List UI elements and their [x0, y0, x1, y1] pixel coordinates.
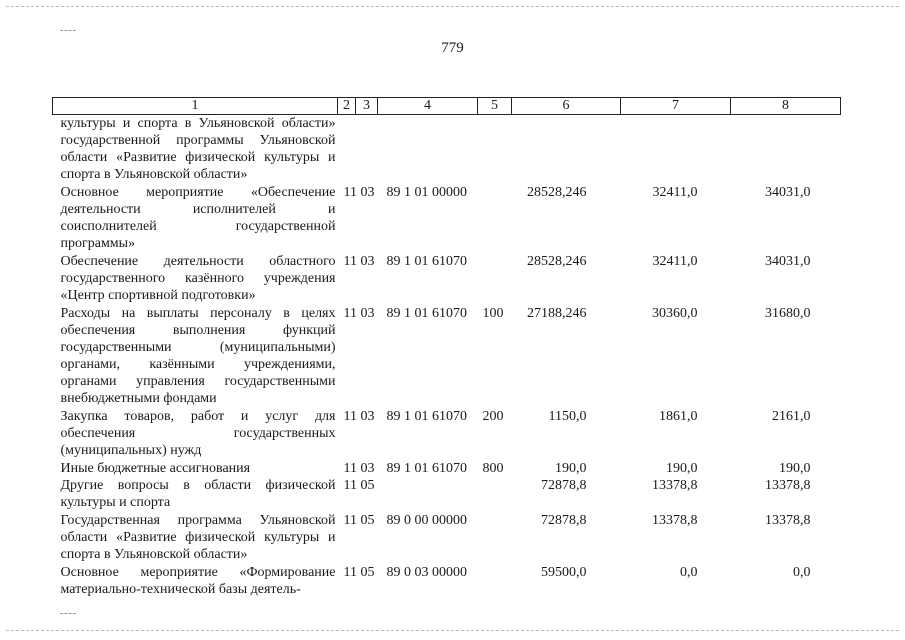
- row-target-code: 89 1 01 61070: [386, 461, 467, 476]
- row-expense-type: [478, 564, 512, 598]
- row-amount-col8: 190,0: [779, 461, 811, 476]
- table-row: [53, 408, 841, 460]
- row-amount-col7: 190,0: [666, 461, 698, 476]
- row-section: 11: [343, 513, 357, 528]
- row-name: Государственная программа Ульяновской области «Развитие физической культуры и спорта в Ульяновской области»: [60, 513, 336, 562]
- table-row: [53, 564, 841, 598]
- row-amount-col7: 32411,0: [652, 254, 698, 269]
- table-row: [53, 477, 841, 512]
- row-amount-col6: 28528,246: [527, 185, 587, 200]
- row-amount-col7: 32411,0: [652, 185, 698, 200]
- table-row: [53, 305, 841, 408]
- table-row: [53, 253, 841, 305]
- scan-mark-top: [60, 30, 76, 31]
- row-name: Основное мероприятие «Обеспечение деятельности исполнителей и соисполнителей государственной программы»: [60, 185, 336, 251]
- header-col-7: 7: [621, 98, 731, 115]
- scan-edge-bottom: [6, 630, 899, 631]
- row-expense-type: [478, 115, 512, 185]
- row-target-code: 89 1 01 61070: [386, 306, 467, 321]
- row-target-code: [378, 477, 478, 512]
- row-target-code: 89 1 01 61070: [386, 409, 467, 424]
- row-subsection: 03: [360, 185, 375, 200]
- table-row: [53, 184, 841, 253]
- row-amount-col8: 2161,0: [772, 409, 811, 424]
- row-amount-col7: [621, 115, 731, 185]
- row-subsection: 03: [360, 461, 375, 476]
- header-col-5: 5: [478, 98, 512, 115]
- row-target-code: 89 0 03 00000: [386, 565, 467, 580]
- table-row: [53, 512, 841, 564]
- table-body: [53, 115, 841, 599]
- header-col-8: 8: [731, 98, 841, 115]
- row-name: Расходы на выплаты персоналу в целях обеспечения выполнения функций государственными (муниципальными) органами, казёнными учреждениями, органами управления государственными внебюджетными фондами: [60, 306, 336, 406]
- row-amount-col8: 13378,8: [765, 478, 811, 493]
- table-row: [53, 460, 841, 477]
- row-amount-col8: 31680,0: [765, 306, 811, 321]
- row-section: 11: [343, 306, 357, 321]
- row-section: 11: [343, 461, 357, 476]
- row-subsection: 03: [360, 306, 375, 321]
- header-col-1: 1: [53, 98, 338, 115]
- header-col-4: 4: [378, 98, 478, 115]
- row-amount-col6: 1150,0: [548, 409, 587, 424]
- row-subsection: 05: [360, 565, 375, 580]
- page-number: 779: [441, 40, 464, 56]
- header-col-3: 3: [356, 98, 378, 115]
- row-amount-col7: 30360,0: [652, 306, 698, 321]
- row-name: Обеспечение деятельности областного государственного казённого учреждения «Центр спортивной подготовки»: [60, 254, 336, 303]
- row-expense-type: [478, 477, 512, 512]
- row-subsection: 05: [360, 478, 375, 493]
- row-amount-col8: 34031,0: [765, 254, 811, 269]
- row-name: Иные бюджетные ассигнования: [60, 461, 251, 476]
- row-amount-col6: 59500,0: [541, 565, 587, 580]
- row-subsection: 03: [360, 409, 375, 424]
- row-amount-col6: 190,0: [555, 461, 587, 476]
- row-target-code: 89 0 00 00000: [386, 513, 467, 528]
- row-amount-col6: 72878,8: [541, 513, 587, 528]
- row-amount-col6: 28528,246: [527, 254, 587, 269]
- row-amount-col6: 27188,246: [527, 306, 587, 321]
- row-amount-col8: 0,0: [793, 565, 811, 580]
- row-amount-col8: [731, 115, 841, 185]
- row-amount-col7: 1861,0: [659, 409, 698, 424]
- scan-mark-bottom: [60, 613, 76, 614]
- row-amount-col7: 0,0: [680, 565, 698, 580]
- row-name: Закупка товаров, работ и услуг для обеспечения государственных (муниципальных) нужд: [60, 409, 336, 458]
- header-col-2: 2: [338, 98, 356, 115]
- row-subsection: 03: [360, 254, 375, 269]
- row-amount-col8: 13378,8: [765, 513, 811, 528]
- row-expense-type: 800: [482, 461, 504, 476]
- row-subsection: 05: [360, 513, 375, 528]
- budget-table: [52, 97, 841, 598]
- row-expense-type: [478, 512, 512, 564]
- row-target-code: 89 1 01 00000: [386, 185, 467, 200]
- row-target-code: [378, 115, 478, 185]
- row-expense-type: 200: [482, 409, 504, 424]
- scan-edge-top: [6, 6, 899, 7]
- table-row: [53, 115, 841, 185]
- row-expense-type: 100: [482, 306, 504, 321]
- row-amount-col7: 13378,8: [652, 478, 698, 493]
- row-section: [338, 115, 356, 185]
- row-target-code: 89 1 01 61070: [386, 254, 467, 269]
- row-expense-type: [478, 253, 512, 305]
- header-row: [53, 98, 841, 115]
- row-section: 11: [343, 478, 357, 493]
- row-expense-type: [478, 184, 512, 253]
- row-subsection: [356, 115, 378, 185]
- row-section: 11: [343, 185, 357, 200]
- row-amount-col7: 13378,8: [652, 513, 698, 528]
- row-section: 11: [343, 409, 357, 424]
- row-amount-col6: [512, 115, 621, 185]
- row-section: 11: [343, 565, 357, 580]
- header-col-6: 6: [512, 98, 621, 115]
- row-name: культуры и спорта в Ульяновской области» государственной программы Ульяновской области «Развитие физической культуры и спорта в Ульяновской области»: [60, 116, 336, 182]
- row-section: 11: [343, 254, 357, 269]
- row-amount-col8: 34031,0: [765, 185, 811, 200]
- row-name: Другие вопросы в области физической культуры и спорта: [60, 478, 336, 510]
- row-amount-col6: 72878,8: [541, 478, 587, 493]
- row-name: Основное мероприятие «Формирование материально-технической базы деятель-: [60, 565, 336, 597]
- table-header: [53, 98, 841, 115]
